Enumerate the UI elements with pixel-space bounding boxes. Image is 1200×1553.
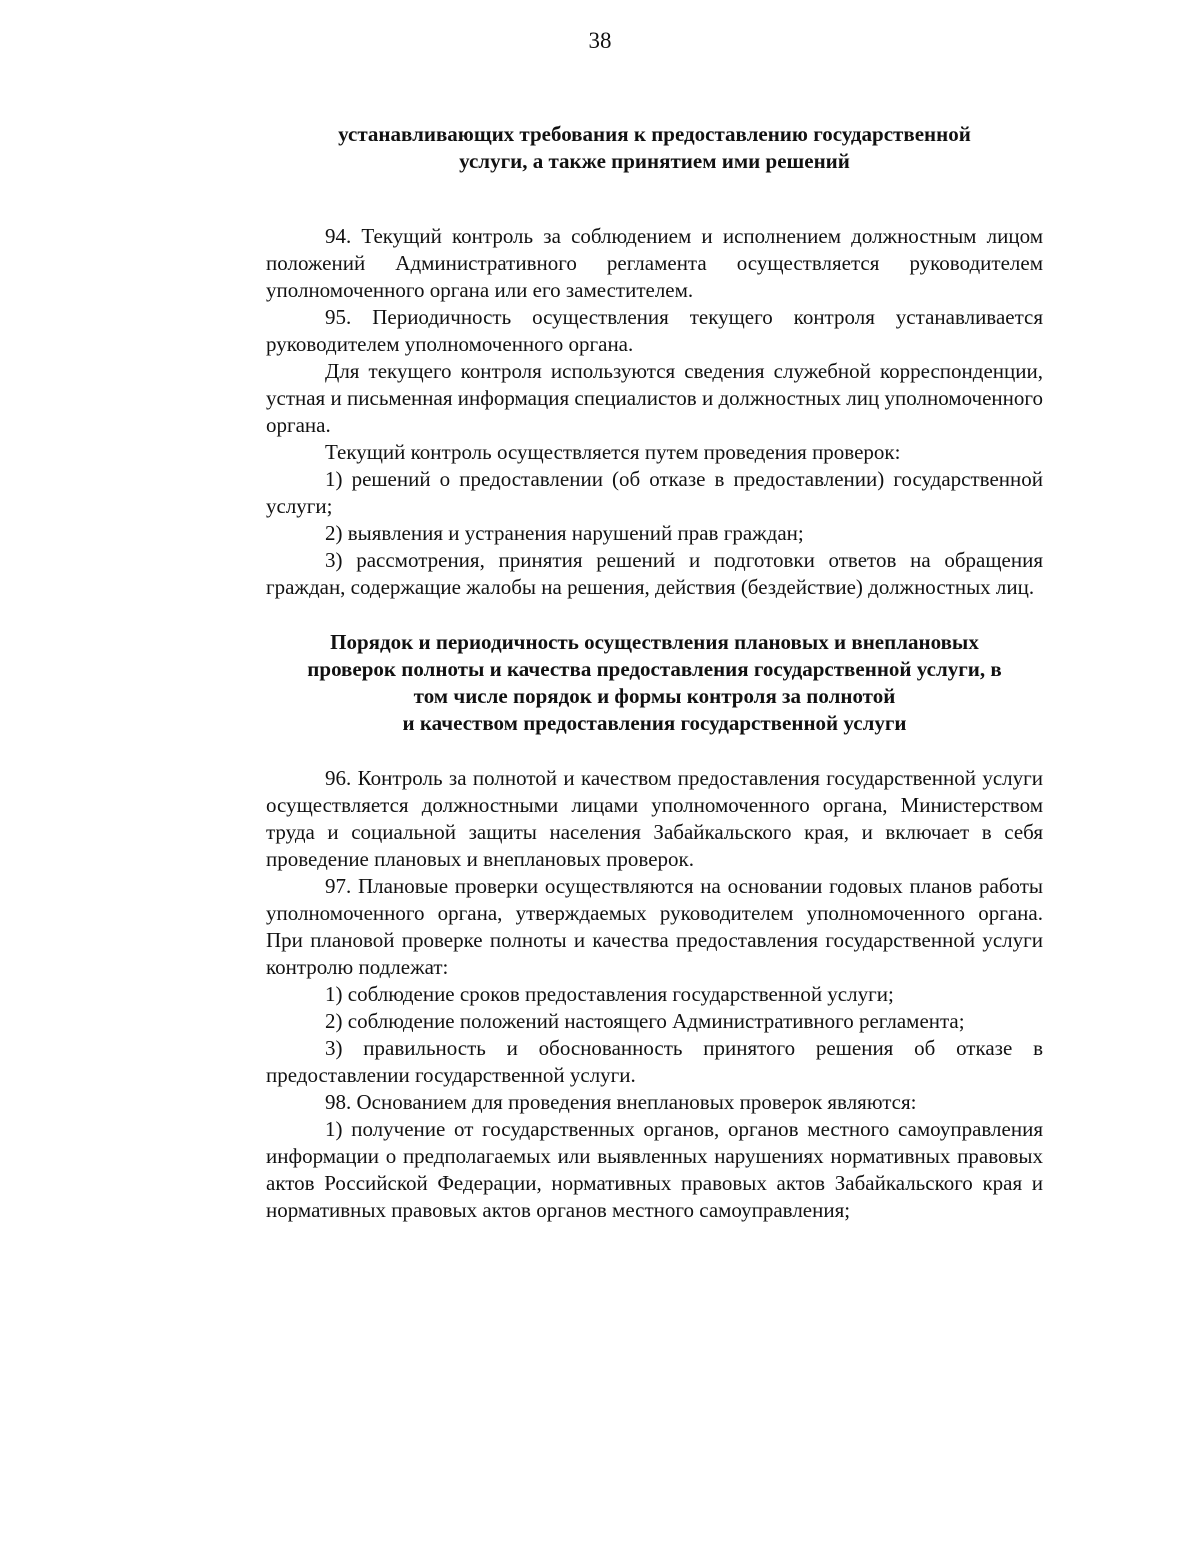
heading-line: том числе порядок и формы контроля за полнотой [413, 684, 896, 708]
paragraph-97: 97. Плановые проверки осуществляются на основании годовых планов работы уполномоченного органа, утверждаемых руководителем уполномоченного органа. При плановой проверке полноты и качества предоставления государственной услуги контролю подлежат: [266, 874, 1043, 979]
list-item-3: 3) правильность и обоснованность принятого решения об отказе в предоставлении государственной услуги. [266, 1036, 1043, 1087]
heading-line: Порядок и периодичность осуществления плановых и внеплановых [330, 630, 979, 654]
paragraph-94: 94. Текущий контроль за соблюдением и исполнением должностным лицом положений Административного регламента осуществляется руководителем уполномоченного органа или его заместителем. [266, 224, 1043, 302]
list-item-1: 1) соблюдение сроков предоставления государственной услуги; [325, 982, 894, 1006]
heading-line: и качеством предоставления государственной услуги [402, 711, 907, 735]
paragraph-95: 95. Периодичность осуществления текущего контроля устанавливается руководителем уполномоченного органа. [266, 305, 1043, 356]
paragraph-control-sources: Для текущего контроля используются сведения служебной корреспонденции, устная и письменная информация специалистов и должностных лиц уполномоченного органа. [266, 359, 1043, 437]
heading-line: устанавливающих требования к предоставлению государственной [338, 122, 971, 146]
list-item-1: 1) получение от государственных органов, органов местного самоуправления информации о предполагаемых или выявленных нарушениях нормативных правовых актов Российской Федерации, нормативных правовых актов Забайкальского края и нормативных правовых актов органов местного самоуправления; [266, 1117, 1043, 1222]
page-number: 38 [588, 28, 612, 53]
list-item-3: 3) рассмотрения, принятия решений и подготовки ответов на обращения граждан, содержащие жалобы на решения, действия (бездействие) должностных лиц. [266, 548, 1043, 599]
paragraph-98: 98. Основанием для проведения внеплановых проверок являются: [325, 1090, 917, 1114]
document-body [266, 121, 1043, 1224]
section-heading-planned-checks [266, 629, 1043, 737]
heading-line: проверок полноты и качества предоставления государственной услуги, в [307, 657, 1002, 681]
list-item-1: 1) решений о предоставлении (об отказе в предоставлении) государственной услуги; [266, 467, 1043, 518]
paragraph-96: 96. Контроль за полнотой и качеством предоставления государственной услуги осуществляется должностными лицами уполномоченного органа, Министерством труда и социальной защиты населения Забайкальского края, и включает в себя проведение плановых и внеплановых проверок. [266, 766, 1043, 871]
heading-line: услуги, а также принятием ими решений [459, 149, 850, 173]
paragraph-checks-intro: Текущий контроль осуществляется путем проведения проверок: [325, 440, 901, 464]
list-item-2: 2) соблюдение положений настоящего Административного регламента; [325, 1009, 965, 1033]
section-heading-current-control [266, 121, 1043, 175]
list-item-2: 2) выявления и устранения нарушений прав граждан; [325, 521, 804, 545]
